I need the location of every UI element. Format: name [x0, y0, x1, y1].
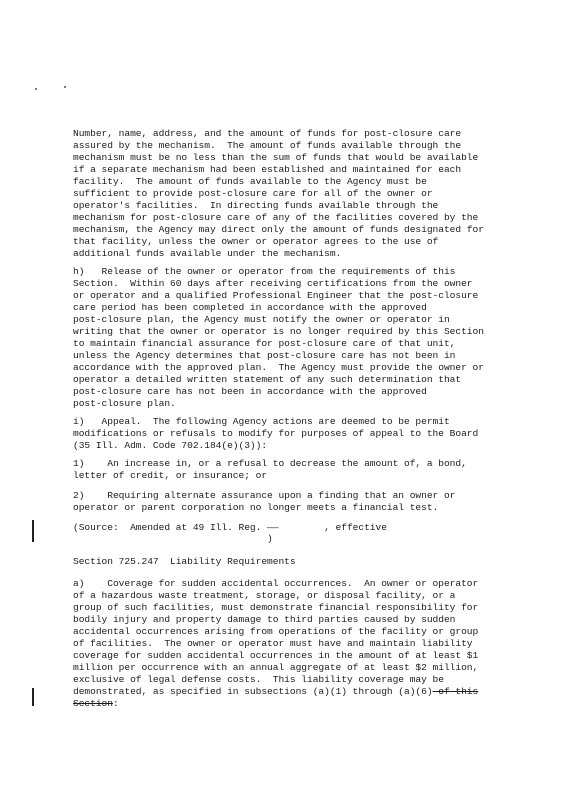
- text-line: mechanism for post-closure care of any of the facilities covered by the: [73, 212, 479, 223]
- text-line: mechanism, the Agency may direct only the amount of funds designated for: [73, 224, 484, 235]
- text-line: or operator and a qualified Professional Engineer that the post-closure: [73, 290, 479, 301]
- text-line: (35 Ill. Adm. Code 702.184(e)(3)):: [73, 440, 268, 451]
- text-segment: demonstrated, as specified in subsections (a)(1) through (a)(6): [73, 686, 433, 697]
- text-line: that facility, unless the owner or operator agrees to the use of: [73, 236, 439, 247]
- text-line: [73, 698, 119, 710]
- text-line: if a separate mechanism had been established and maintained for each: [73, 164, 462, 175]
- text-line: additional funds available under the mechanism.: [73, 248, 342, 259]
- text-line: million per occurrence with an annual aggregate of at least $2 million,: [73, 662, 479, 673]
- text-line: group of such facilities, must demonstrate financial responsibility for: [73, 602, 479, 613]
- text-line: accordance with the approved plan. The Agency must provide the owner or: [73, 362, 484, 373]
- text-line: Number, name, address, and the amount of funds for post-closure care: [73, 128, 462, 139]
- text-line: i) Appeal. The following Agency actions are deemed to be permit: [73, 416, 450, 427]
- text-line: coverage for sudden accidental occurrences in the amount of at least $1: [73, 650, 479, 661]
- revision-bar: [32, 688, 34, 706]
- source-line: (Source: Amended at 49 Ill. Reg. —— , effective: [73, 522, 387, 533]
- text-line: facility. The amount of funds available to the Agency must be: [73, 176, 427, 187]
- deleted-text: Section: [73, 698, 113, 709]
- text-line: writing that the owner or operator is no longer required by this Section: [73, 326, 484, 337]
- text-line: 2) Requiring alternate assurance upon a finding that an owner or: [73, 490, 456, 501]
- text-line: post-closure plan.: [73, 398, 176, 409]
- text-line: 1) An increase in, or a refusal to decrease the amount of, a bond,: [73, 458, 467, 469]
- text-line: h) Release of the owner or operator from the requirements of this: [73, 266, 456, 277]
- text-line: letter of credit, or insurance; or: [73, 470, 268, 481]
- text-line: assured by the mechanism. The amount of funds available through the: [73, 140, 462, 151]
- revision-bar: [32, 520, 34, 542]
- text-line: post-closure care has not been in accordance with the approved: [73, 386, 427, 397]
- text-line: to maintain financial assurance for post-closure care of that unit,: [73, 338, 456, 349]
- text-line: mechanism must be no less than the sum of funds that would be available: [73, 152, 479, 163]
- text-line: exclusive of legal defense costs. This liability coverage may be: [73, 674, 444, 685]
- deleted-text: of this: [432, 686, 479, 697]
- text-line: accidental occurrences arising from operations of the facility or group: [73, 626, 479, 637]
- text-line: operator or parent corporation no longer meets a financial test.: [73, 502, 439, 513]
- text-line: bodily injury and property damage to third parties caused by sudden: [73, 614, 456, 625]
- text-line: operator's facilities. In directing funds available through the: [73, 200, 439, 211]
- section-heading: Section 725.247 Liability Requirements: [73, 556, 296, 567]
- text-line: Section. Within 60 days after receiving certifications from the owner: [73, 278, 473, 289]
- text-line: of facilities. The owner or operator must have and maintain liability: [73, 638, 473, 649]
- text-line: [73, 686, 478, 698]
- text-line: unless the Agency determines that post-closure care has not been in: [73, 350, 456, 361]
- text-line: of a hazardous waste treatment, storage, or disposal facility, or a: [73, 590, 456, 601]
- text-line: operator a detailed written statement of any such determination that: [73, 374, 462, 385]
- text-segment: :: [112, 698, 119, 709]
- scan-speck: [35, 88, 37, 90]
- scan-speck: [64, 86, 66, 88]
- text-line: post-closure plan, the Agency must notify the owner or operator in: [73, 314, 450, 325]
- text-line: modifications or refusals to modify for purposes of appeal to the Board: [73, 428, 479, 439]
- text-line: a) Coverage for sudden accidental occurrences. An owner or operator: [73, 578, 479, 589]
- text-line: sufficient to provide post-closure care for all of the owner or: [73, 188, 433, 199]
- source-line: ): [73, 533, 273, 544]
- text-line: care period has been completed in accordance with the approved: [73, 302, 427, 313]
